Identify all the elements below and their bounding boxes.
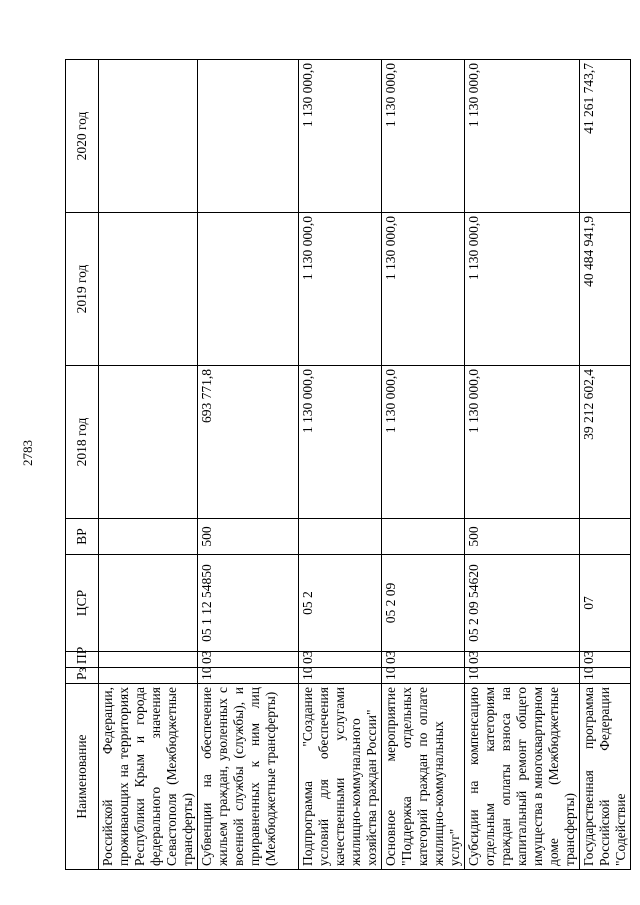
row-name: Субвенции на обеспечение жильем граждан, уволенных с военной службы (службы), и приравненных к ним лиц (Межбюджетные трансферты) — [198, 684, 299, 870]
header-vr: ВР — [66, 519, 99, 555]
header-name: Наименование — [66, 684, 99, 870]
row-vr — [99, 519, 198, 555]
row-2018: 1 130 000,0 — [299, 366, 382, 519]
row-2020 — [99, 60, 198, 213]
rotated-table-container — [65, 60, 628, 870]
row-2018: 693 771,8 — [198, 366, 299, 519]
table-row — [299, 60, 382, 870]
header-2018: 2018 год — [66, 366, 99, 519]
row-pr: 03 — [382, 652, 465, 668]
table-header-row — [66, 60, 99, 870]
row-csr: 07 — [580, 555, 631, 652]
row-rz: 10 — [382, 668, 465, 684]
row-csr: 05 2 09 — [382, 555, 465, 652]
row-rz: 10 — [580, 668, 631, 684]
table-row — [382, 60, 465, 870]
row-2018: 39 212 602,4 — [580, 366, 631, 519]
table-row — [465, 60, 580, 870]
row-pr: 03 — [580, 652, 631, 668]
header-csr: ЦСР — [66, 555, 99, 652]
row-name: Российской Федерации, проживающих на территориях Республики Крым и города федерального значения Севастополя (Межбюджетные трансферты) — [99, 684, 198, 870]
row-name: Подпрограмма "Создание условий для обеспечения качественными услугами жилищно-коммунального хозяйства граждан России" — [299, 684, 382, 870]
header-2020: 2020 год — [66, 60, 99, 213]
page-number: 2783 — [20, 440, 35, 466]
row-csr — [99, 555, 198, 652]
row-pr: 03 — [299, 652, 382, 668]
row-2020: 41 261 743,7 — [580, 60, 631, 213]
row-csr: 05 2 09 54620 — [465, 555, 580, 652]
row-rz — [99, 668, 198, 684]
table-row — [99, 60, 198, 870]
row-2020: 1 130 000,0 — [299, 60, 382, 213]
row-2019: 1 130 000,0 — [299, 213, 382, 366]
row-vr — [382, 519, 465, 555]
row-name: Основное мероприятие "Поддержка отдельных категорий граждан по оплате жилищно-коммунальных услуг" — [382, 684, 465, 870]
row-2019 — [99, 213, 198, 366]
row-vr: 500 — [198, 519, 299, 555]
row-pr: 03 — [198, 652, 299, 668]
table-row — [198, 60, 299, 870]
row-rz: 10 — [465, 668, 580, 684]
row-2020 — [198, 60, 299, 213]
row-2018: 1 130 000,0 — [465, 366, 580, 519]
row-rz: 10 — [299, 668, 382, 684]
table-row — [580, 60, 631, 870]
row-2018 — [99, 366, 198, 519]
row-2019: 1 130 000,0 — [382, 213, 465, 366]
row-2020: 1 130 000,0 — [465, 60, 580, 213]
row-vr — [580, 519, 631, 555]
header-2019: 2019 год — [66, 213, 99, 366]
row-2019: 40 484 941,9 — [580, 213, 631, 366]
row-name: Государственная программа Российской Федерации "Содействие — [580, 684, 631, 870]
row-vr: 500 — [465, 519, 580, 555]
row-csr: 05 1 12 54850 — [198, 555, 299, 652]
header-rz: Рз — [66, 668, 99, 684]
row-2020: 1 130 000,0 — [382, 60, 465, 213]
row-pr: 03 — [465, 652, 580, 668]
row-csr: 05 2 — [299, 555, 382, 652]
header-pr: ПР — [66, 652, 99, 668]
row-2019: 1 130 000,0 — [465, 213, 580, 366]
row-vr — [299, 519, 382, 555]
budget-table — [65, 59, 631, 870]
row-2018: 1 130 000,0 — [382, 366, 465, 519]
row-pr — [99, 652, 198, 668]
row-rz: 10 — [198, 668, 299, 684]
row-2019 — [198, 213, 299, 366]
row-name: Субсидии на компенсацию отдельным категориям граждан оплаты взноса на капитальный ремонт общего имущества в многоквартирном доме (Межбюджетные трансферты) — [465, 684, 580, 870]
